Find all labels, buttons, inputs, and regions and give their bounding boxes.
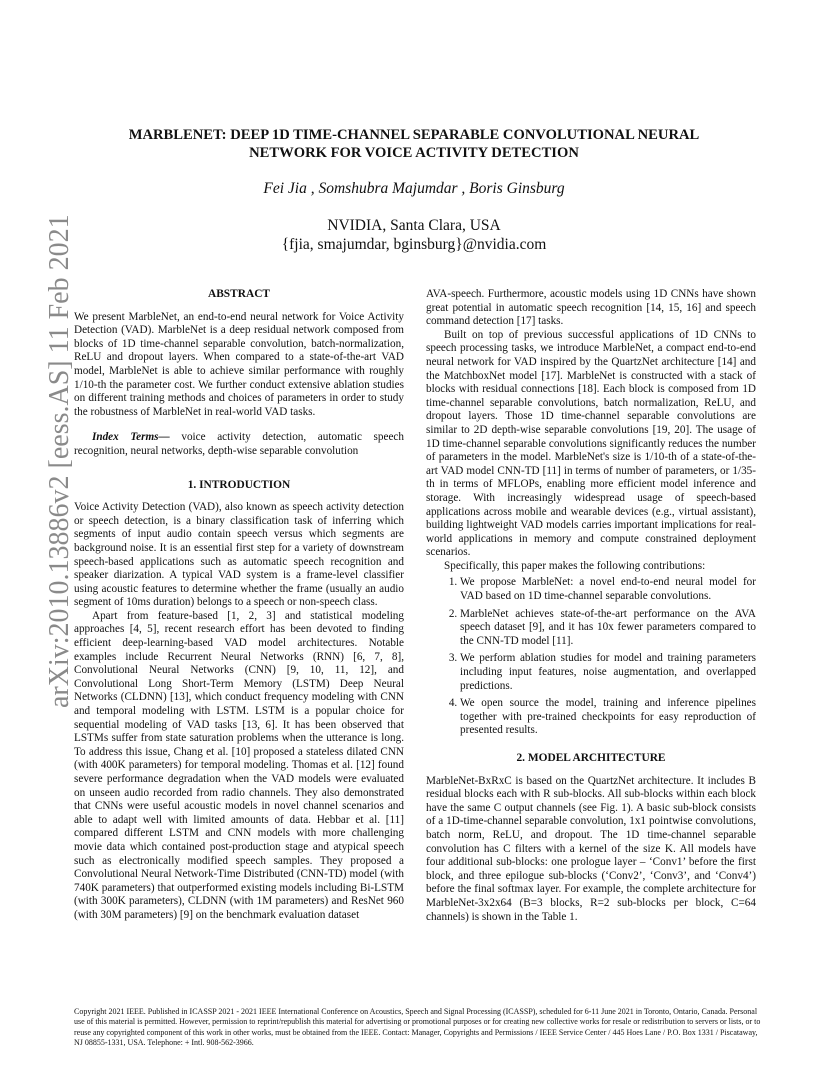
intro-paragraph-2: Apart from feature-based [1, 2, 3] and statistical modeling approaches [4, 5], recent research effort has been devoted to finding efficient deep-learning-based VAD model architectures. Notable examples include Recurrent Neural Networks (RNN) [6, 7, 8], Convolutional Neural Networks (CNN) [9, 10, 11, 12], and Convolutional Long Short-Term Memory (LSTM) Deep Neural Networks (CLDNN) [13], which conduct frequency modeling with CNN and temporal modeling with LSTM. LSTM is a popular choice for sequential modeling of VAD tasks [13, 6]. It has been observed that LSTMs suffer from state saturation problems when the utterance is long. To address this issue, Chang et al. [10] proposed a stateless dilated CNN (with 400K parameters) for temporal modeling. Thomas et al. [12] found severe performance degradation when the VAD models were evaluated on unseen audio recorded from radio channels. They also demonstrated that CNNs were useful acoustic models in novel channel scenarios and able to adapt well with limited amounts of data. Hebbar et al. [11] compared different LSTM and CNN models with more challenging movie data which contained post-production stage and atypical speech such as electronically modified speech samples. They proposed a Convolutional Neural Network-Time Distributed (CNN-TD) model (with 740K parameters) that outperformed existing models including Bi-LSTM (with 300K parameters), CLDNN (with 1M parameters) and ResNet 960 (with 30M parameters) [9] on the benchmark evaluation dataset: [74, 609, 404, 921]
index-terms-label: Index Terms—: [92, 431, 170, 444]
contributions-list: [426, 576, 756, 738]
intro-paragraph-3: AVA-speech. Furthermore, acoustic models using 1D CNNs have shown great potential in automatic speech recognition [14, 15, 16] and speech command detection [17] tasks.: [426, 288, 756, 328]
abstract-heading: ABSTRACT: [207, 288, 271, 300]
list-item: 1. We propose MarbleNet: a novel end-to-end neural model for VAD based on 1D time-channel separable convolutions.: [460, 576, 756, 603]
affiliation: NVIDIA, Santa Clara, USA: [327, 217, 501, 234]
affiliation-block: [96, 216, 732, 254]
copyright-footer: Copyright 2021 IEEE. Published in ICASSP 2021 - 2021 IEEE International Conference on Acoustics, Speech and Signal Processing (ICASSP), scheduled for 6-11 June 2021 in Toronto, Ontario, Canada. Personal use of this material is permitted. However, permission to reprint/republish this material for advertising or promotional purposes or for creating new collective works for resale or redistribution to servers or lists, or to reuse any copyrighted component of this work in other works, must be obtained from the IEEE. Contact: Manager, Copyrights and Permissions / IEEE Service Center / 445 Hoes Lane / P.O. Box 1331 / Piscataway, NJ 08855-1331, USA. Telephone: + Intl. 908-562-3966.: [74, 1007, 761, 1048]
list-item: 2. MarbleNet achieves state-of-the-art performance on the AVA speech dataset [9], and it has 10x fewer parameters compared to the CNN-TD model [11].: [460, 608, 756, 649]
paper-authors: Fei Jia , Somshubra Majumdar , Boris Ginsburg: [263, 180, 565, 197]
index-terms-text: voice activity detection, automatic speech recognition, neural networks, depth-wise separable convolution: [74, 431, 404, 457]
arch-paragraph: MarbleNet-BxRxC is based on the QuartzNet architecture. It includes B residual blocks each with R sub-blocks. All sub-blocks within each block have the same C output channels (see Fig. 1). A basic sub-block consists of a 1D-time-channel separable convolution, 1x1 pointwise convolutions, batch norm, ReLU, and dropout. The 1D time-channel separable convolution has C filters with a kernel of the size K. All models have four additional sub-blocks: one prologue layer – ‘Conv1’ before the first block, and three epilogue sub-blocks (‘Conv2’, ‘Conv3’, and ‘Conv4’) before the final softmax layer. For example, the complete architecture for MarbleNet-3x2x64 (B=3 blocks, R=2 sub-blocks per block, C=64 channels) is shown in the Table 1.: [426, 774, 756, 923]
intro-heading: 1. INTRODUCTION: [187, 478, 291, 491]
left-column: [74, 288, 404, 923]
right-column: [426, 288, 756, 924]
index-terms: [74, 431, 404, 458]
arch-heading: 2. MODEL ARCHITECTURE: [516, 752, 666, 764]
abstract-section: [74, 288, 404, 459]
author-emails: {fjia, smajumdar, bginsburg}@nvidia.com: [281, 236, 547, 253]
abstract-body: We present MarbleNet, an end-to-end neural network for Voice Activity Detection (VAD). MarbleNet is a deep residual network composed from blocks of 1D time-channel separable convolution, batch-normalization, ReLU and dropout layers. When compared to a state-of-the-art VAD model, MarbleNet is able to achieve similar performance with roughly 1/10-th the parameter cost. We further conduct extensive ablation studies on different training methods and choices of parameters in order to study the robustness of MarbleNet in real-world VAD tasks.: [74, 310, 404, 418]
list-item: 3. We perform ablation studies for model and training parameters including input features, noise augmentation, and overlapped predictions.: [460, 652, 756, 693]
arxiv-id: arXiv:2010.13886v2 [eess.AS] 11 Feb 2021: [44, 214, 75, 708]
contributions-intro: Specifically, this paper makes the following contributions:: [444, 559, 706, 572]
list-item: 4. We open source the model, training and inference pipelines together with pre-trained checkpoints for easy reproduction of presented results.: [460, 697, 756, 738]
intro-paragraph-1: Voice Activity Detection (VAD), also known as speech activity detection or speech detection, is a binary classification task of inferring which segments of input audio contain speech versus which segments are background noise. It is an essential first step for a variety of downstream speech-based applications such as automatic speech recognition and speaker diarization. A typical VAD system is a frame-level classifier using acoustic features to determine whether the frame (usually an audio segment of 10ms duration) belongs to a speech or non-speech class.: [74, 501, 404, 609]
intro-paragraph-4: Built on top of previous successful applications of 1D CNNs to speech processing tasks, we introduce MarbleNet, a compact end-to-end neural network for VAD inspired by the QuartzNet architecture [14] and the MatchboxNet model [17]. MarbleNet is constructed with a stack of blocks with residual connections [18]. Each block is composed from 1D time-channel separable convolutions, batch normalization, ReLU, and dropout layers. Those 1D time-channel separable convolutions are similar to 2D depth-wise separable convolutions [19, 20]. The usage of 1D time-channel separable convolutions significantly reduces the number of parameters in the model. MarbleNet's size is 1/10-th of a state-of-the-art VAD model CNN-TD [11] in terms of number of parameters, or 1/35-th in terms of MFLOPs, enabling more efficient model inference and storage. With increasingly widespread usage of speech-based applications across mobile and wearable devices (e.g., virtual assistant), building lightweight VAD models carries important implications for real-world applications in memory and compute constrained deployment scenarios.: [426, 328, 756, 559]
arxiv-sidebar-stamp: [20, 214, 75, 708]
paper-title: MARBLENET: DEEP 1D TIME-CHANNEL SEPARABLE CONVOLUTIONAL NEURAL NETWORK FOR VOICE ACTIVITY DETECTION: [128, 127, 700, 161]
